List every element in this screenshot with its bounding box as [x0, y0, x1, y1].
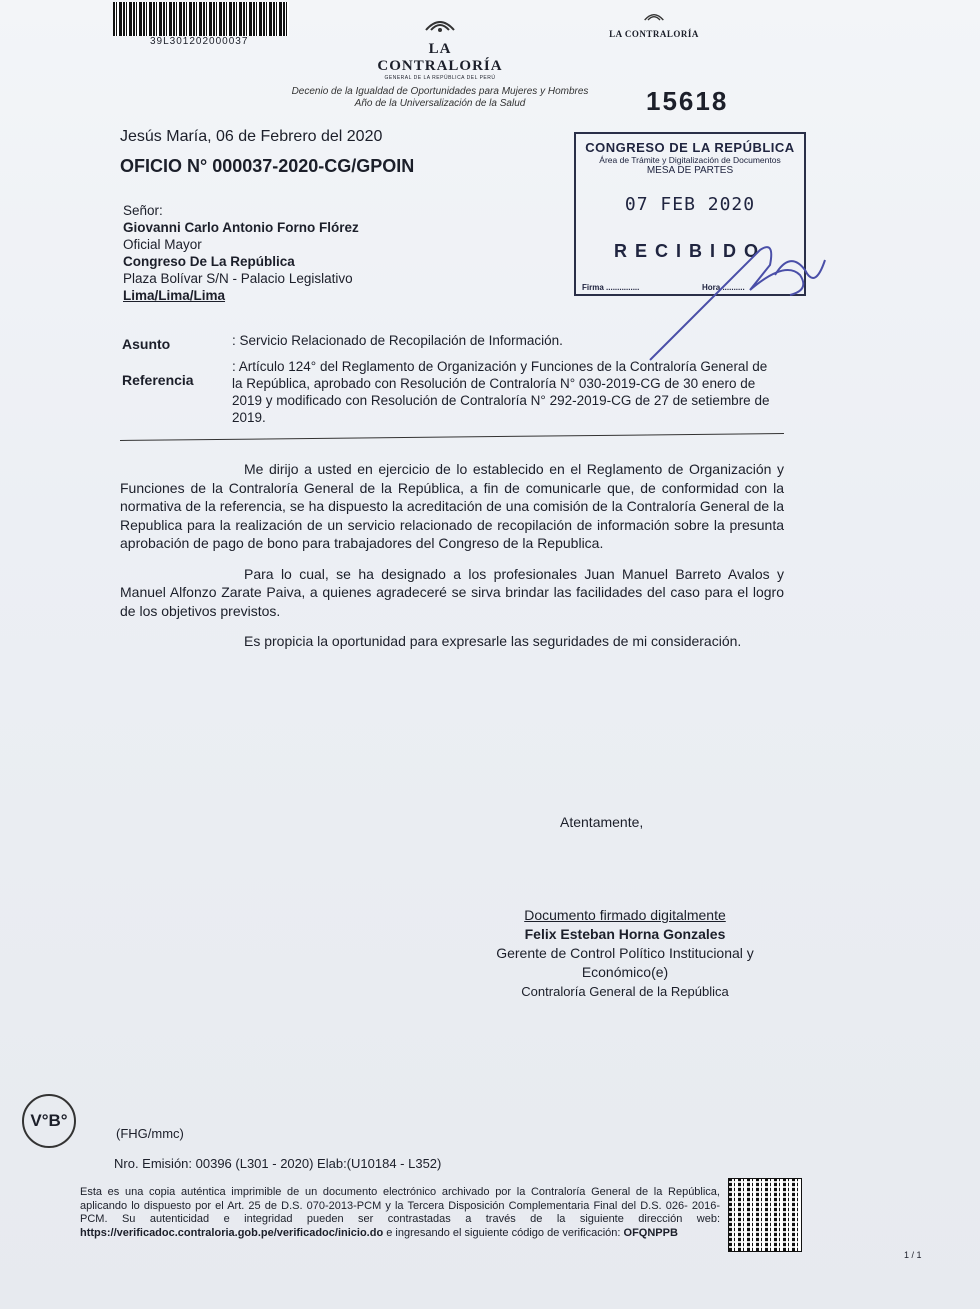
- body-paragraph-1: Me dirijo a usted en ejercicio de lo establecido en el Reglamento de Organización y Funciones de la Contraloría General de la República, a fin de comunicarle que, de conformidad con la normativa de la referencia, se ha dispuesto la acreditación de una comisión de la Contraloría General de la Republica para la realización de un servicio relacionado de recopilación de información sobre la presunta aprobación de pago de bono para trabajadores del Congreso de la Republica.: [120, 461, 784, 551]
- registry-number: 15618: [646, 86, 729, 116]
- visto-bueno-seal: V°B°: [22, 1094, 76, 1148]
- verification-code: OFQNPPB: [623, 1226, 678, 1239]
- signer-org: Contraloría General de la República: [521, 984, 729, 999]
- oficio-number: OFICIO N° 000037-2020-CG/GPOIN: [120, 156, 415, 176]
- signed-note: Documento firmado digitalmente: [524, 907, 726, 923]
- handwritten-signature: [600, 220, 830, 370]
- recipient-city: Lima/Lima/Lima: [123, 288, 226, 303]
- emission-number: Nro. Emisión: 00396 (L301 - 2020) Elab:(U10184 - L352): [114, 1156, 442, 1171]
- closing: Atentamente,: [560, 814, 644, 830]
- recipient-role: Oficial Mayor: [123, 237, 202, 252]
- contraloria-small-logo-icon: [641, 8, 667, 24]
- stamp-line-2: Área de Trámite y Digitalización de Documentos: [599, 155, 781, 165]
- contraloria-logo: [370, 12, 510, 81]
- referencia-label: Referencia: [122, 372, 194, 388]
- stamp-hora-label: Hora ..........: [702, 283, 745, 292]
- recipient-address: Plaza Bolívar S/N - Palacio Legislativo: [123, 271, 353, 286]
- contraloria-logo-small: [608, 8, 700, 39]
- stamp-date: 07 FEB 2020: [624, 194, 756, 215]
- recipient-name: Giovanni Carlo Antonio Forno Flórez: [123, 220, 359, 235]
- contraloria-logo-icon: [422, 12, 458, 36]
- salutation: Señor:: [123, 203, 163, 218]
- authenticity-notice: [80, 1186, 720, 1240]
- barcode-number: 39L301202000037: [150, 36, 249, 47]
- notice-tail: e ingresando el siguiente código de verificación:: [386, 1226, 621, 1239]
- stamp-firma-text: Firma: [582, 283, 604, 292]
- signer-name: Felix Esteban Horna Gonzales: [524, 926, 726, 942]
- signature-block: [470, 906, 780, 1001]
- recipient-org: Congreso De La República: [123, 254, 295, 269]
- stamp-firma-label: Firma ...............: [582, 283, 640, 292]
- logo-subtitle: GENERAL DE LA REPÚBLICA DEL PERÚ: [384, 75, 496, 81]
- recipient-block: [123, 202, 359, 304]
- verification-url: https://verificadoc.contraloria.gob.pe/verificadoc/inicio.do: [80, 1226, 384, 1239]
- notice-text: Esta es una copia auténtica imprimible de un documento electrónico archivado por la Contraloría General de la República, aplicando lo dispuesto por el Art. 25 de D.S. 070-2013-PCM y la Tercera Disposición Complementaria Final del D.S. 026- 2016-PCM. Su autenticidad e integridad pueden ser contrastadas a través de la siguiente dirección web:: [80, 1186, 720, 1225]
- stamp-line-3: MESA DE PARTES: [646, 165, 734, 176]
- stamp-status: RECIBIDO: [613, 241, 766, 261]
- letter-body: [120, 460, 784, 663]
- section-divider: [120, 433, 784, 441]
- stamp-line-1: CONGRESO DE LA REPÚBLICA: [585, 140, 795, 155]
- logo-name: LA CONTRALORÍA: [377, 41, 503, 74]
- initials: (FHG/mmc): [116, 1126, 184, 1141]
- page-number: 1 / 1: [904, 1250, 922, 1260]
- body-paragraph-2: Para lo cual, se ha designado a los profesionales Juan Manuel Barreto Avalos y Manuel Alfonzo Zarate Paiva, a quienes agradeceré se sirva brindar las facilidades del caso para el logro de los objetivos previstos.: [120, 565, 784, 619]
- referencia-value: : Artículo 124° del Reglamento de Organización y Funciones de la Contraloría General de la República, aprobado con Resolución de Contraloría N° 030-2019-CG de 30 enero de 2019 y modificado con Resolución de Contraloría N° 292-2019-CG de 27 de setiembre de 2019.: [232, 359, 770, 425]
- decenio-line-1: Decenio de la Igualdad de Oportunidades para Mujeres y Hombres: [291, 86, 589, 97]
- signer-title: Gerente de Control Político Institucional y Económico(e): [496, 945, 754, 980]
- asunto-value: : Servicio Relacionado de Recopilación de Información.: [232, 333, 563, 348]
- barcode: [113, 2, 289, 36]
- logo-small-name: LA CONTRALORÍA: [609, 29, 699, 39]
- decenio-line-2: Año de la Universalización de la Salud: [354, 98, 526, 109]
- decenio-heading: [260, 86, 620, 110]
- qr-code: [728, 1178, 802, 1252]
- asunto-label: Asunto: [122, 336, 171, 352]
- body-paragraph-3: Es propicia la oportunidad para expresarle las seguridades de mi consideración.: [244, 633, 742, 649]
- stamp-hora-text: Hora: [702, 283, 721, 292]
- letter-date: Jesús María, 06 de Febrero del 2020: [120, 128, 383, 145]
